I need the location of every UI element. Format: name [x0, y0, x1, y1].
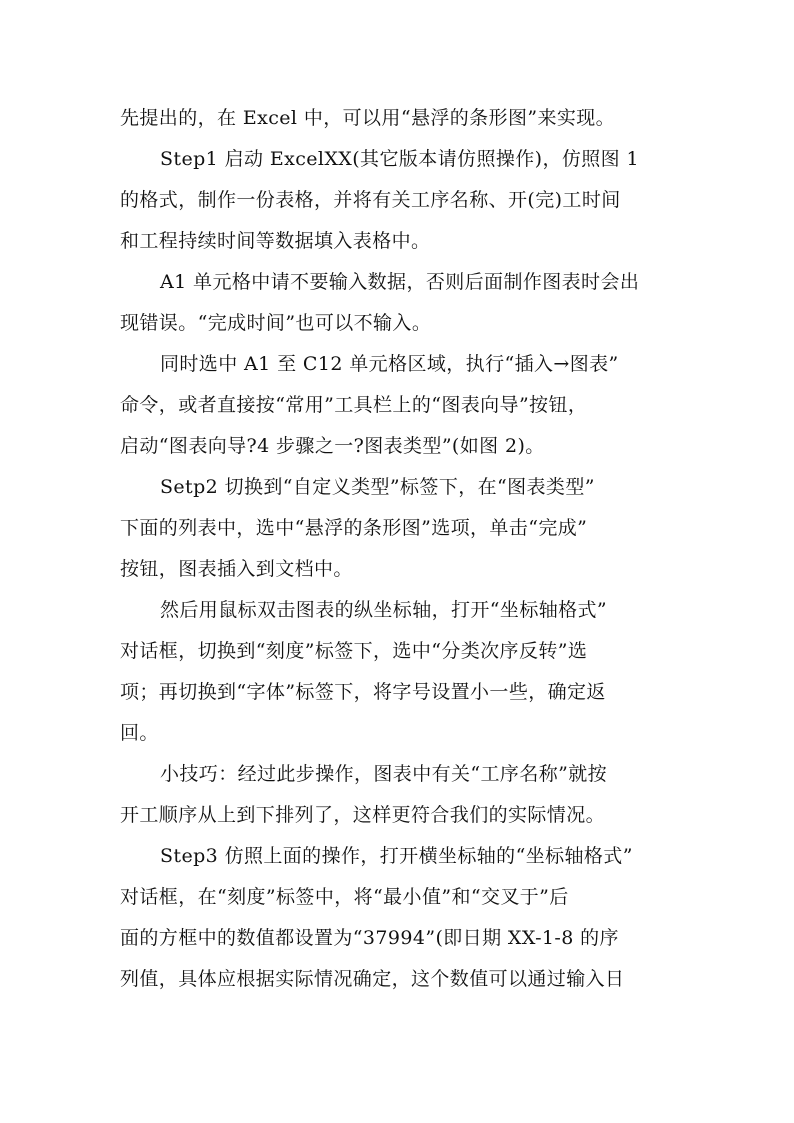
text-line: 项；再切换到“字体”标签下，将字号设置小一些，确定返 — [120, 681, 606, 703]
text-line: 小技巧：经过此步操作，图表中有关“工序名称”就按 — [160, 763, 608, 785]
text-line: 对话框，切换到“刻度”标签下，选中“分类次序反转”选 — [120, 640, 588, 662]
text-line: 先提出的，在 Excel 中，可以用“悬浮的条形图”来实现。 — [120, 107, 616, 129]
text-line: 回。 — [120, 722, 159, 744]
text-line: 现错误。“完成时间”也可以不输入。 — [120, 312, 432, 334]
text-line: Step1 启动 ExcelXX(其它版本请仿照操作)，仿照图 1 — [160, 148, 639, 170]
text-line: A1 单元格中请不要输入数据，否则后面制作图表时会出 — [160, 271, 640, 293]
text-line: Setp2 切换到“自定义类型”标签下，在“图表类型” — [160, 476, 595, 498]
text-line: 同时选中 A1 至 C12 单元格区域，执行“插入→图表” — [160, 353, 619, 375]
text-line: 命令，或者直接按“常用”工具栏上的“图表向导”按钮， — [120, 394, 588, 416]
text-line: 对话框，在“刻度”标签中，将“最小值”和“交叉于”后 — [120, 886, 569, 908]
text-line: 面的方框中的数值都设置为“37994”(即日期 XX-1-8 的序 — [120, 927, 619, 949]
text-line: 列值，具体应根据实际情况确定，这个数值可以通过输入日 — [120, 968, 625, 990]
text-line: 开工顺序从上到下排列了，这样更符合我们的实际情况。 — [120, 804, 606, 826]
text-line: 下面的列表中，选中“悬浮的条形图”选项，单击“完成” — [120, 517, 588, 539]
text-line: 的格式，制作一份表格，并将有关工序名称、开(完)工时间 — [120, 189, 621, 211]
text-line: Step3 仿照上面的操作，打开横坐标轴的“坐标轴格式” — [160, 845, 633, 867]
text-line: 启动“图表向导?4 步骤之一?图表类型”(如图 2)。 — [120, 435, 545, 457]
text-line: 按钮，图表插入到文档中。 — [120, 558, 353, 580]
text-line: 和工程持续时间等数据填入表格中。 — [120, 230, 431, 252]
text-line: 然后用鼠标双击图表的纵坐标轴，打开“坐标轴格式” — [160, 599, 608, 621]
